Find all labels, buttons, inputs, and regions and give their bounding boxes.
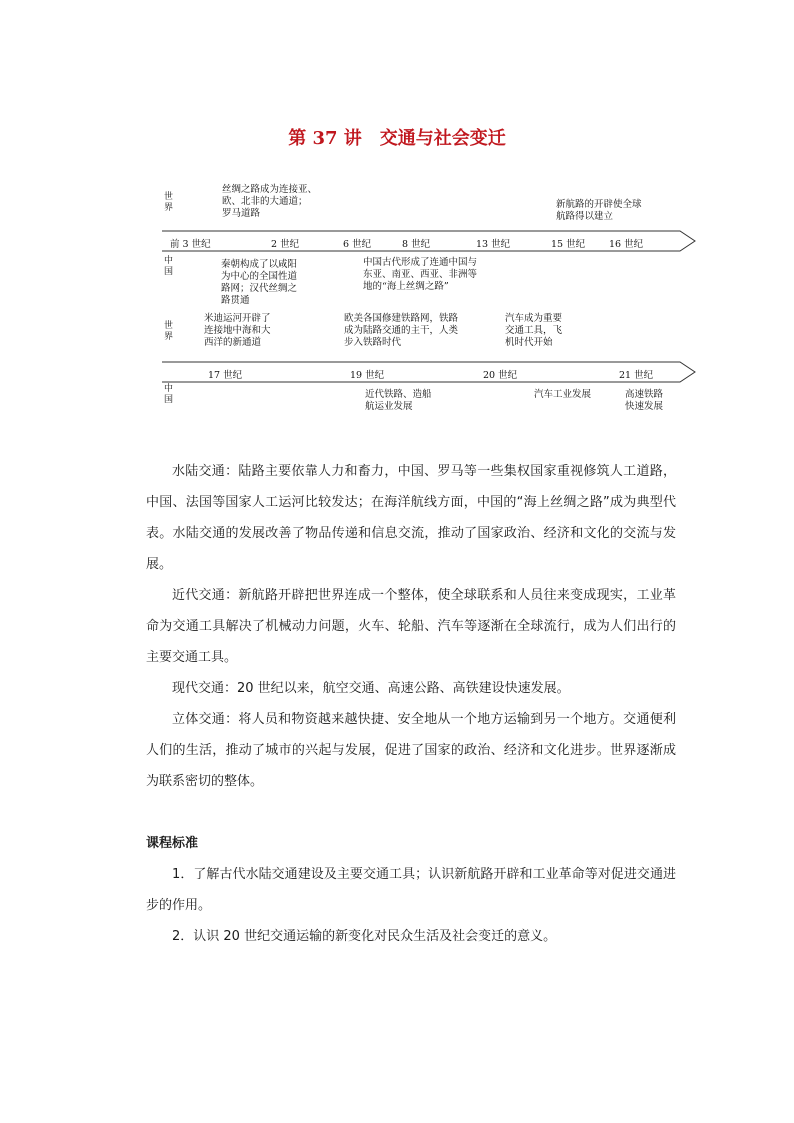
timeline1-world-event: 丝绸之路成为连接亚、 欧、北非的大通道； 罗马道路	[222, 184, 318, 219]
timeline1-china-event: 秦朝构成了以咸阳 为中心的全国性道 路网；汉代丝绸之 路贯通	[221, 259, 298, 306]
page-title: 第 37 讲 交通与社会变迁	[288, 128, 506, 149]
timeline1-world-event: 新航路的开辟使全球 航路得以建立	[556, 199, 642, 222]
timeline2-world-event: 米迪运河开辟了 连接地中海和大 西洋的新通道	[204, 313, 271, 348]
timeline-diagram	[0, 0, 794, 420]
timeline1-tick: 16 世纪	[609, 239, 644, 250]
timeline2-world-event: 汽车成为重要 交通工具，飞 机时代开始	[505, 313, 563, 348]
body-paragraphs	[146, 456, 676, 797]
standard-item: 2．认识 20 世纪交通运输的新变化对民众生活及社会变迁的意义。	[172, 929, 557, 944]
timeline1-tick: 8 世纪	[402, 239, 431, 250]
standard-item: 1．了解古代水陆交通建设及主要交通工具；认识新航路开辟和工业革命等对促进交通进步的作用。	[146, 867, 676, 913]
timeline1-tick: 15 世纪	[551, 239, 586, 250]
timeline2-china-event: 汽车工业发展	[534, 389, 592, 400]
timeline2-china-event: 近代铁路、造船 航运业发展	[365, 389, 432, 412]
paragraph-modern-transport: 近代交通：新航路开辟把世界连成一个整体，使全球联系和人员往来变成现实，工业革命为交通工具解决了机械动力问题，火车、轮船、汽车等逐渐在全球流行，成为人们出行的主要交通工具。	[146, 588, 676, 665]
timeline1-tick: 前 3 世纪	[170, 239, 211, 250]
timeline1-china-event: 中国古代形成了连通中国与 东亚、南亚、西亚、非洲等 地的“海上丝绸之路”	[363, 257, 478, 292]
timeline2-tick: 21 世纪	[619, 370, 654, 381]
paragraph-water-land-transport: 水陆交通：陆路主要依靠人力和畜力，中国、罗马等一些集权国家重视修筑人工道路，中国、法国等国家人工运河比较发达；在海洋航线方面，中国的“海上丝绸之路”成为典型代表。水陆交通的发展改善了物品传递和信息交流，推动了国家政治、经济和文化的交流与发展。	[146, 464, 676, 572]
timeline2-tick: 20 世纪	[483, 370, 518, 381]
course-standards	[146, 828, 676, 952]
standards-heading: 课程标准	[146, 836, 199, 851]
timeline1-china-label: 中 国	[164, 256, 174, 277]
timeline2-tick: 17 世纪	[208, 370, 243, 381]
timeline-axes	[0, 0, 794, 420]
paragraph-contemporary-transport: 现代交通：20 世纪以来，航空交通、高速公路、高铁建设快速发展。	[172, 681, 570, 696]
timeline1-tick: 13 世纪	[476, 239, 511, 250]
timeline1-tick: 6 世纪	[343, 239, 372, 250]
paragraph-multimodal-transport: 立体交通：将人员和物资越来越快捷、安全地从一个地方运输到另一个地方。交通便利人们的生活，推动了城市的兴起与发展，促进了国家的政治、经济和文化进步。世界逐渐成为联系密切的整体。	[146, 712, 676, 789]
timeline2-china-event: 高速铁路 快速发展	[625, 389, 664, 412]
timeline2-tick: 19 世纪	[350, 370, 385, 381]
timeline1-tick: 2 世纪	[271, 239, 300, 250]
timeline2-world-event: 欧美各国修建铁路网，铁路 成为陆路交通的主干，人类 步入铁路时代	[344, 313, 459, 348]
timeline2-china-label: 中 国	[164, 384, 174, 405]
timeline2-world-label: 世 界	[164, 321, 174, 342]
timeline1-world-label: 世 界	[164, 192, 174, 213]
